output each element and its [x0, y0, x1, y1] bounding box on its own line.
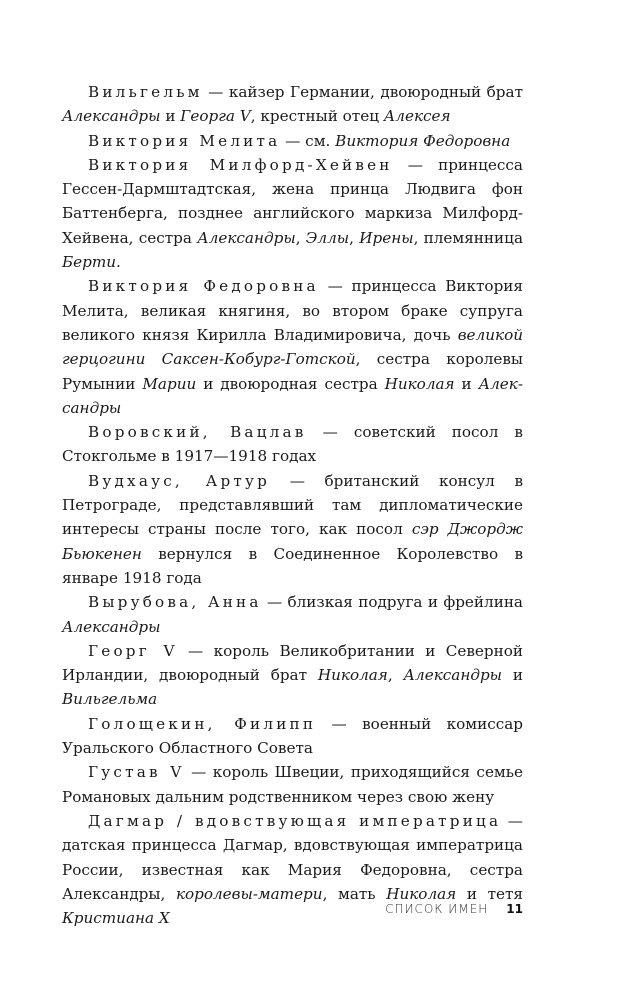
italic-reference: Алексея [383, 107, 451, 126]
section-title: СПИСОК ИМЕН [385, 902, 489, 916]
entry-name: Виктория Мелита [88, 131, 281, 150]
list-item [62, 420, 523, 469]
entry-description: , [295, 228, 306, 247]
entry-description: — военный комиссар Уральского Областного Совета [62, 714, 523, 758]
entry-description: вернулся в Соединенное Королевство в январе 1918 года [62, 544, 523, 587]
italic-reference: Александры [62, 617, 161, 636]
entry-description: и тетя [456, 884, 523, 903]
entry-description: — см. [280, 131, 336, 150]
italic-reference: королевы-матери [175, 884, 323, 903]
entry-name: Вильгельм [88, 83, 203, 101]
entry-description: — король Великобритании и Северной Ирландии, двоюродный брат [62, 641, 523, 685]
italic-reference: сэр Джордж Бьюкенен [62, 520, 523, 563]
list-item [62, 639, 523, 712]
italic-reference: Вильгельма [62, 690, 158, 709]
italic-reference: Николая [386, 884, 457, 903]
list-item [62, 129, 523, 153]
italic-reference: Александры [403, 666, 503, 685]
italic-reference: Кристиана X [62, 909, 170, 928]
entry-description: — кайзер Германии, двоюродный брат [202, 83, 523, 101]
italic-reference: Марии [142, 374, 197, 393]
list-item [62, 80, 523, 129]
entry-description: и [160, 107, 181, 126]
entry-name: Виктория Милфорд-Хейвен [88, 155, 393, 174]
entry-description: — принцесса Виктория Мелита, великая княгиня, во втором браке супруга великого князя Кирилла Владимировича, дочь [62, 277, 523, 344]
entry-description: — принцесса Гессен-Дармштадтская, жена принца Людвига фон Баттенберга, позднее английского маркиза Милфорд-Хейвена, сестра [62, 155, 523, 247]
entry-description: — король Швеции, приходящийся семье Романовых дальним родственником через свою жену [62, 763, 524, 806]
italic-reference: Берти. [62, 253, 121, 272]
list-item [62, 590, 523, 639]
entry-description: , мать [322, 884, 387, 903]
list-item [62, 712, 523, 761]
entry-name: Вырубова, Анна [88, 593, 262, 612]
italic-reference: великой герцогини Саксен-Кобург-Готской [62, 325, 523, 369]
entry-name: Воровский, Вацлав [88, 423, 307, 442]
list-item [62, 760, 523, 809]
entry-description: — датская принцесса Дагмар, вдовствующая императрица России, известная как Мария Федоровна, сестра Александры, [62, 811, 523, 903]
list-item [62, 153, 523, 274]
italic-reference: Николая [384, 374, 455, 393]
italic-reference: Александры [62, 374, 523, 417]
entry-description: , крестный отец [250, 107, 384, 126]
list-item [62, 274, 523, 420]
entry-description: — британский консул в Петрограде, представлявший там дипломатические интересы страны после того, как посол [62, 471, 523, 539]
entry-description: и [502, 666, 523, 685]
entry-name: Георг V [88, 641, 178, 660]
entry-description: и [454, 374, 479, 393]
page-number: 11 [506, 902, 523, 916]
italic-reference: Георга V [180, 107, 251, 126]
entry-name: Виктория Федоровна [88, 277, 319, 296]
entry-description: — близкая подруга и фрейлина [261, 593, 523, 612]
italic-reference: Эллы [305, 228, 350, 247]
entry-name: Густав V [88, 763, 185, 782]
entry-name: Дагмар / вдовствующая императрица [88, 811, 502, 830]
italic-reference: Александры [197, 228, 296, 247]
entry-description: и двоюродная сестра [196, 374, 385, 393]
entry-description: , [387, 666, 404, 685]
name-list [62, 80, 523, 930]
italic-reference: Ирены [359, 228, 414, 247]
list-item [62, 469, 523, 590]
entry-description: — советский посол в Стокгольме в 1917—1918 годах [62, 423, 523, 466]
entry-name: Голощекин, Филипп [88, 714, 317, 733]
italic-reference: Николая [317, 666, 388, 685]
entry-description: , [349, 228, 360, 247]
entry-description: , сестра королевы Румынии [62, 350, 523, 393]
italic-reference: Александры [62, 107, 161, 126]
entry-name: Вудхаус, Артур [88, 471, 271, 490]
entry-description: , племянница [413, 228, 523, 247]
running-footer [0, 902, 523, 916]
italic-reference: Виктория Федоровна [335, 131, 511, 150]
